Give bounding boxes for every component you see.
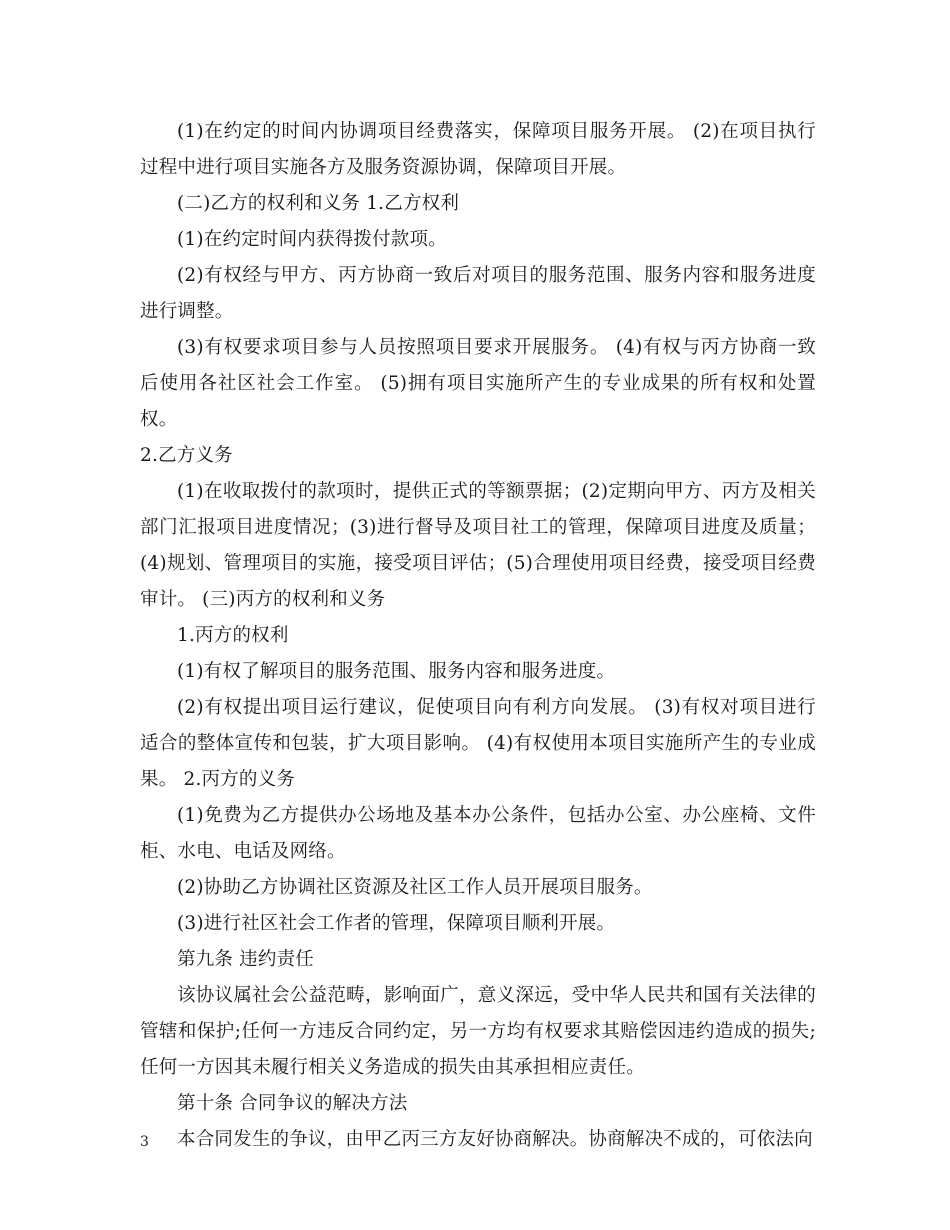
paragraph-party-c-obligation-1: (1)免费为乙方提供办公场地及基本办公条件，包括办公室、办公座椅、文件柜、水电、电话及网络。 (140, 805, 816, 862)
paragraph-party-c-obligation-3: (3)进行社区社会工作者的管理，保障项目顺利开展。 (177, 913, 616, 934)
paragraph-party-b-rights-3-5: (3)有权要求项目参与人员按照项目要求开展服务。 (4)有权与丙方协商一致后使用各社区社会工作室。 (5)拥有项目实施所产生的专业成果的所有权和处置权。 (140, 337, 816, 430)
paragraph-breach-liability: 该协议属社会公益范畴，影响面广，意义深远，受中华人民共和国有关法律的管辖和保护;任何一方违反合同约定，另一方均有权要求其赔偿因违约造成的损失;任何一方因其未履行相关义务造成的损失由其承担相应责任。 (140, 985, 816, 1078)
paragraph-party-c-obligation-2: (2)协助乙方协调社区资源及社区工作人员开展项目服务。 (177, 877, 653, 898)
paragraph-party-c-rights-2-4: (2)有权提出项目运行建议，促使项目向有利方向发展。 (3)有权对项目进行适合的整体宣传和包装，扩大项目影响。 (4)有权使用本项目实施所产生的专业成果。 2.丙方的义务 (140, 697, 816, 790)
heading-party-c-rights: 1.丙方的权利 (177, 625, 289, 646)
heading-party-b-rights-obligations: (二)乙方的权利和义务 1.乙方权利 (177, 193, 460, 214)
document-body (140, 114, 816, 1158)
paragraph-dispute-resolution: 本合同发生的争议，由甲乙丙三方友好协商解决。协商解决不成的，可依法向 (177, 1129, 813, 1150)
paragraph-party-c-right-1: (1)有权了解项目的服务范围、服务内容和服务进度。 (177, 661, 616, 682)
paragraph-party-a-obligations: (1)在约定的时间内协调项目经费落实，保障项目服务开展。 (2)在项目执行过程中进行项目实施各方及服务资源协调，保障项目开展。 (140, 121, 816, 178)
paragraph-party-b-right-1: (1)在约定时间内获得拨付款项。 (177, 229, 447, 250)
paragraph-party-b-right-2: (2)有权经与甲方、丙方协商一致后对项目的服务范围、服务内容和服务进度进行调整。 (140, 265, 816, 322)
heading-article-9: 第九条 违约责任 (177, 949, 314, 970)
heading-party-b-obligations: 2.乙方义务 (140, 445, 233, 466)
heading-article-10: 第十条 合同争议的解决方法 (177, 1093, 408, 1114)
paragraph-party-b-obligations: (1)在收取拨付的款项时，提供正式的等额票据；(2)定期向甲方、丙方及相关部门汇报项目进度情况；(3)进行督导及项目社工的管理，保障项目进度及质量；(4)规划、管理项目的实施，接受项目评估；(5)合理使用项目经费，接受项目经费审计。 (三)丙方的权利和义务 (140, 481, 816, 610)
page-number: 3 (140, 1134, 149, 1150)
